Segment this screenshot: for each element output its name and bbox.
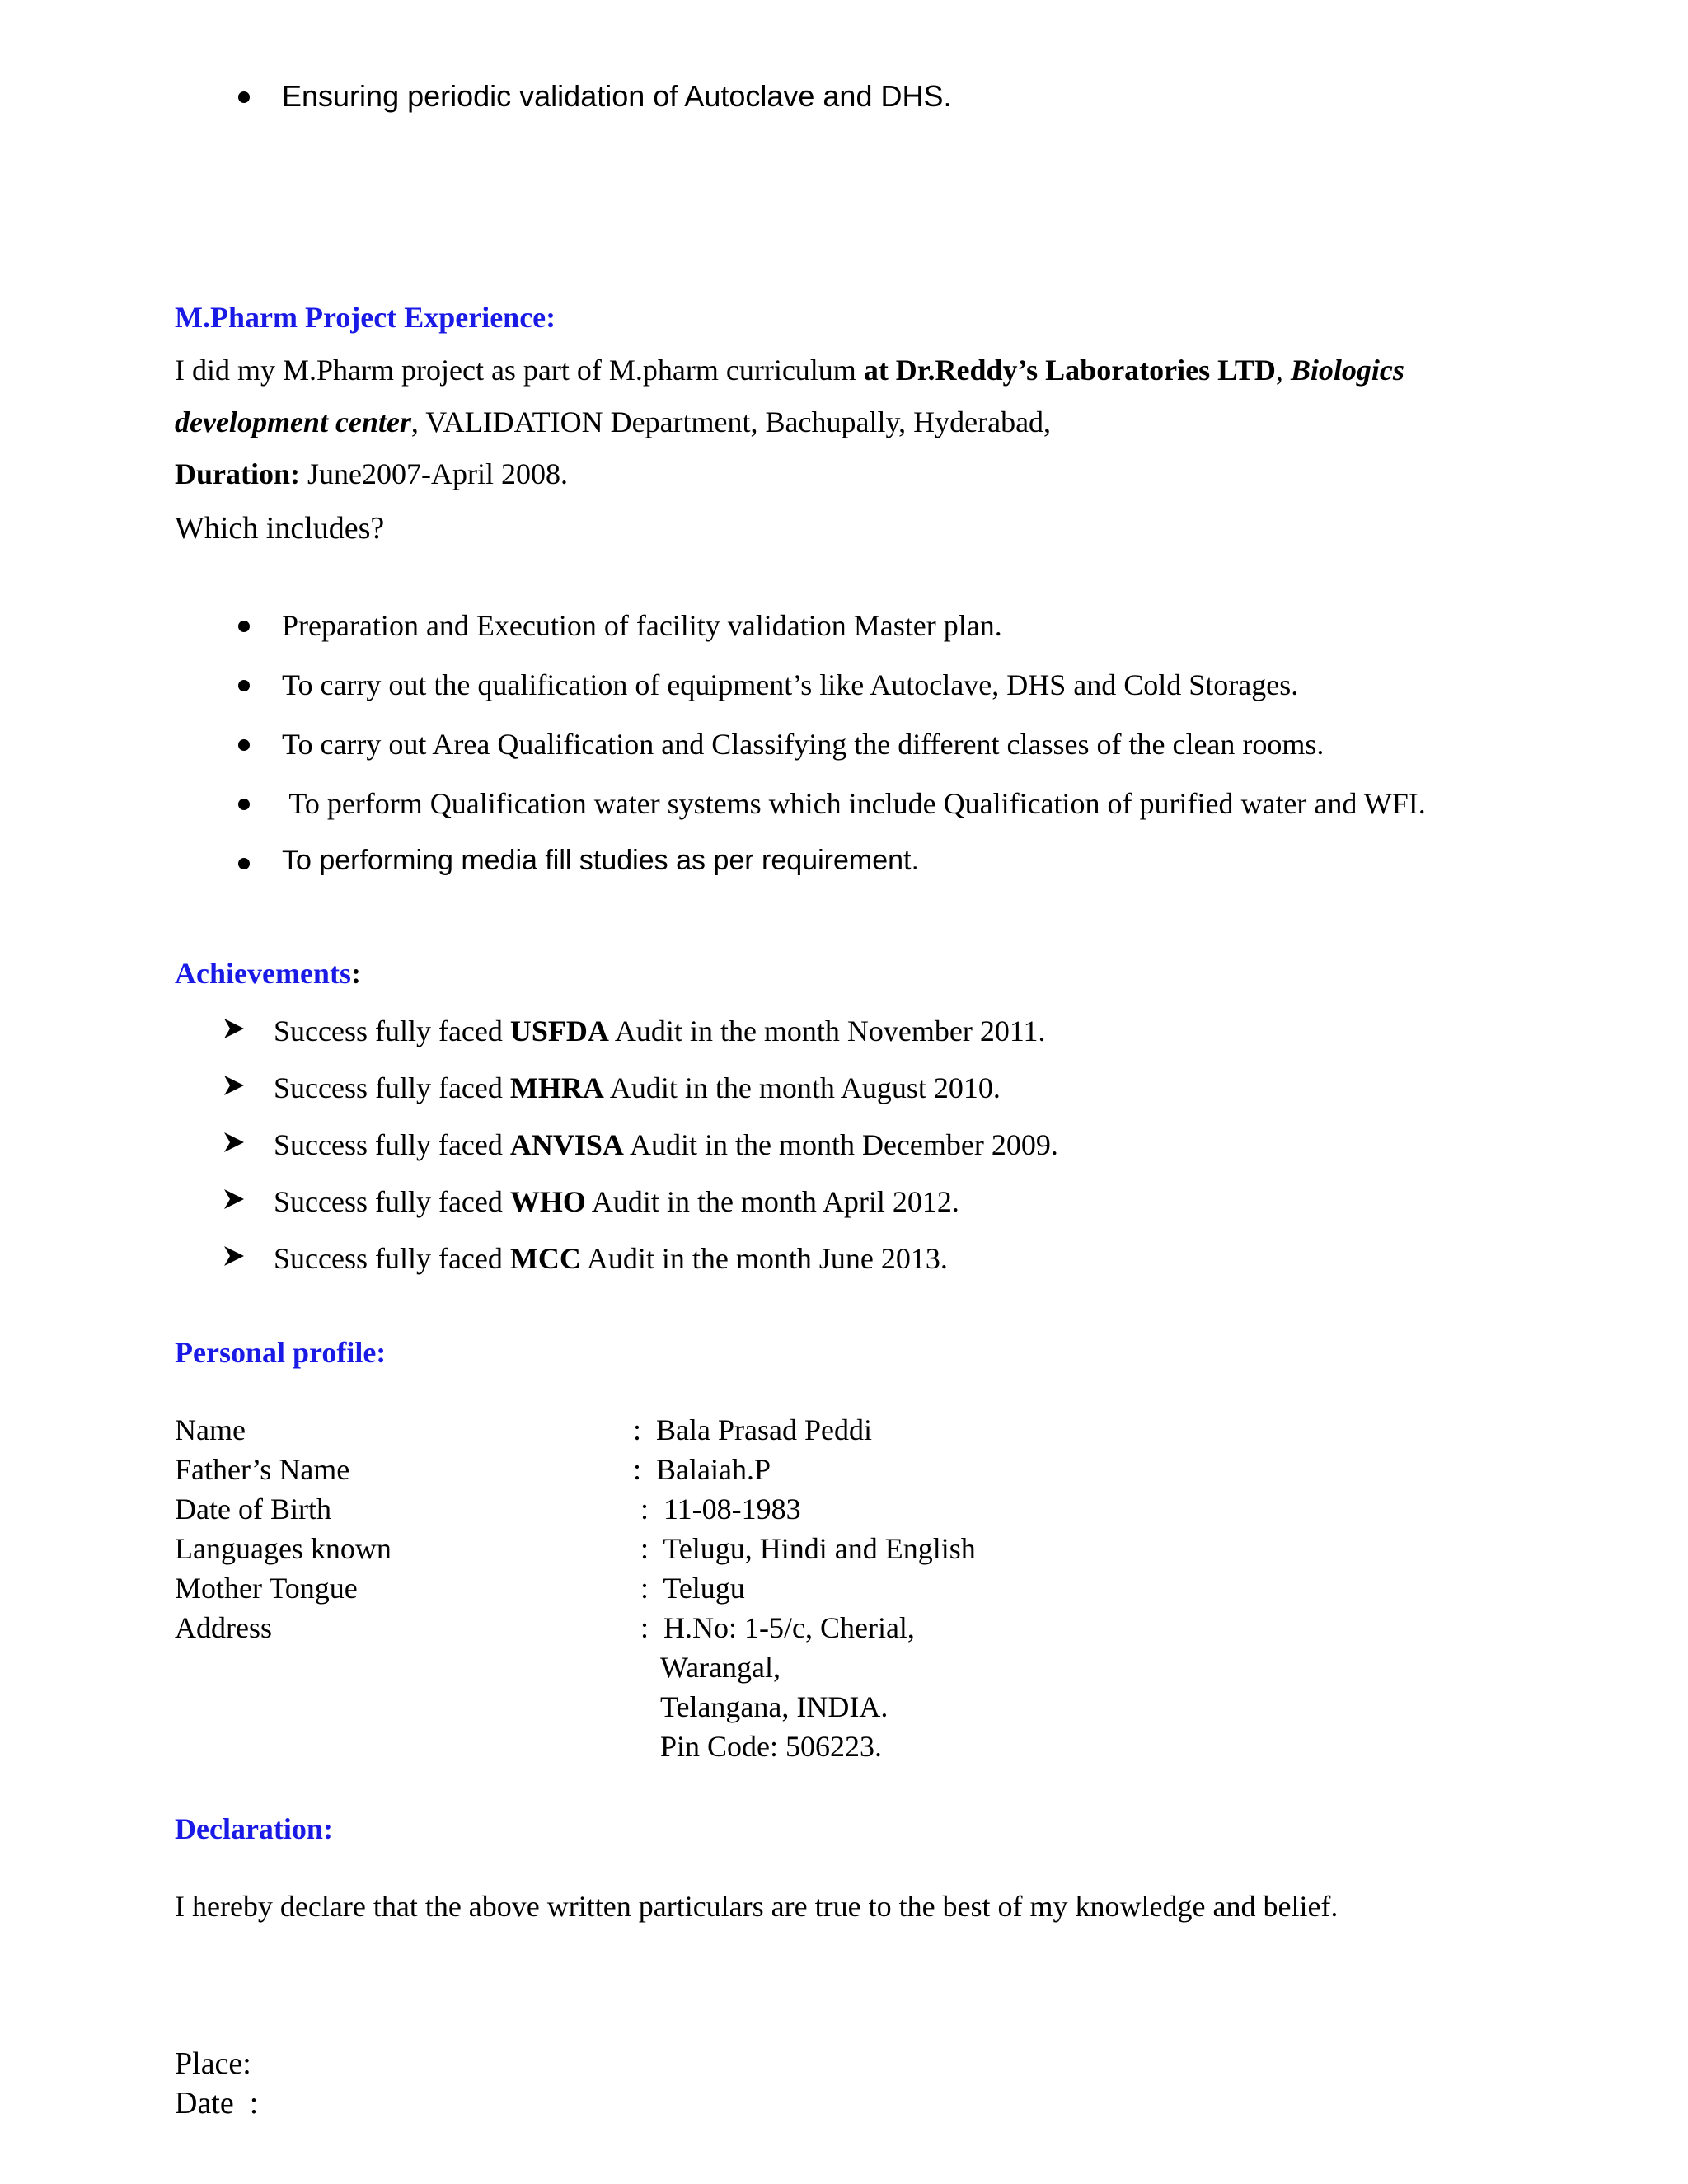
project-intro-company: at Dr.Reddy’s Laboratories LTD (863, 354, 1276, 387)
project-bullet: Preparation and Execution of facility validation Master plan. (282, 609, 1002, 642)
project-intro-center: development center (175, 405, 411, 438)
project-bullet: To carry out Area Qualification and Classifying the different classes of the clean rooms. (282, 728, 1325, 761)
profile-value: : H.No: 1-5/c, Cherial, (633, 1611, 915, 1644)
bullet-dot (238, 91, 250, 103)
project-intro-biologics: Biologics (1290, 354, 1404, 387)
project-intro-line2 (175, 405, 1051, 439)
arrow-bullet-icon (223, 1244, 246, 1268)
arrow-bullet-icon (223, 1188, 246, 1211)
bullet-dot (238, 739, 250, 751)
project-includes: Which includes? (175, 511, 385, 546)
project-intro-plain: I did my M.Pharm project as part of M.pharm curriculum (175, 354, 864, 387)
bullet-dot (238, 799, 250, 810)
achievement-post: Audit in the month June 2013. (580, 1242, 948, 1275)
arrow-bullet-icon (223, 1074, 246, 1097)
achievement-agency: USFDA (509, 1015, 609, 1047)
project-bullet: To performing media fill studies as per requirement. (282, 845, 919, 876)
profile-value: : Telugu, Hindi and English (633, 1532, 976, 1565)
declaration-text: I hereby declare that the above written particulars are true to the best of my knowledge and belief. (175, 1890, 1339, 1923)
duration-label: Duration: (175, 457, 300, 490)
profile-label: Mother Tongue (175, 1572, 358, 1605)
project-intro-comma: , (1275, 354, 1291, 387)
achievements-heading (175, 956, 361, 991)
date-label: Date : (175, 2086, 259, 2121)
achievement-pre: Success fully faced (274, 1128, 510, 1161)
arrow-bullet-icon (223, 1131, 246, 1154)
address-line: Pin Code: 506223. (660, 1730, 883, 1763)
address-line: Warangal, (660, 1651, 781, 1684)
profile-label: Address (175, 1611, 272, 1644)
achievement-agency: MHRA (509, 1071, 604, 1104)
project-duration (175, 457, 568, 491)
achievement-item (274, 1184, 959, 1219)
achievement-item (274, 1127, 1058, 1162)
achievement-agency: ANVISA (509, 1128, 624, 1161)
address-line: Telangana, INDIA. (660, 1690, 889, 1723)
achievement-post: Audit in the month April 2012. (585, 1185, 959, 1218)
achievement-agency: MCC (509, 1242, 581, 1275)
bullet-dot (238, 621, 250, 632)
achievement-item (274, 1014, 1046, 1048)
project-heading: M.Pharm Project Experience: (175, 301, 556, 334)
achievement-post: Audit in the month December 2009. (623, 1128, 1058, 1161)
project-bullet: To carry out the qualification of equipment’s like Autoclave, DHS and Cold Storages. (282, 668, 1299, 701)
achievement-item (274, 1241, 948, 1276)
project-intro-line1 (175, 353, 1404, 387)
profile-label: Name (175, 1413, 246, 1446)
achievement-pre: Success fully faced (274, 1185, 510, 1218)
arrow-bullet-icon (223, 1017, 246, 1040)
achievement-post: Audit in the month August 2010. (603, 1071, 1001, 1104)
achievement-agency: WHO (509, 1185, 586, 1218)
profile-value: : Bala Prasad Peddi (633, 1413, 872, 1446)
achievement-item (274, 1071, 1001, 1105)
achievement-post: Audit in the month November 2011. (608, 1015, 1046, 1047)
profile-value: : 11-08-1983 (633, 1493, 801, 1526)
project-bullet: To perform Qualification water systems which include Qualification of purified water and WFI. (282, 787, 1426, 820)
declaration-heading: Declaration: (175, 1812, 333, 1845)
place-label: Place: (175, 2046, 251, 2081)
achievement-pre: Success fully faced (274, 1015, 510, 1047)
profile-label: Date of Birth (175, 1493, 331, 1526)
bullet-dot (238, 858, 250, 869)
profile-value: : Telugu (633, 1572, 745, 1605)
achievements-heading-text: Achievements (175, 957, 351, 990)
achievement-pre: Success fully faced (274, 1242, 510, 1275)
achievements-heading-colon: : (350, 957, 361, 990)
profile-heading: Personal profile: (175, 1336, 387, 1369)
profile-label: Father’s Name (175, 1453, 350, 1486)
bullet-dot (238, 680, 250, 691)
profile-label: Languages known (175, 1532, 392, 1565)
project-intro-rest: , VALIDATION Department, Bachupally, Hyderabad, (410, 405, 1052, 438)
profile-value: : Balaiah.P (633, 1453, 771, 1486)
duration-value: June2007-April 2008. (300, 457, 568, 490)
top-bullet-text: Ensuring periodic validation of Autoclave and DHS. (282, 79, 952, 113)
achievement-pre: Success fully faced (274, 1071, 510, 1104)
